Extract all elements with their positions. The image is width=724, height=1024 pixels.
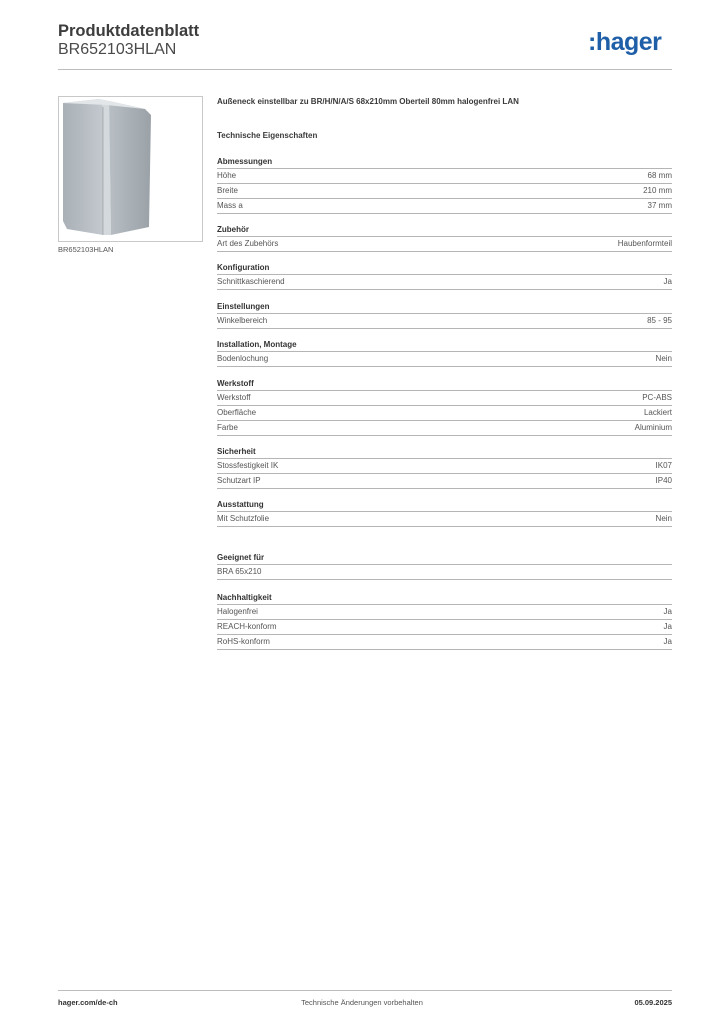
group-title: Abmessungen [217,157,273,166]
footer-note: Technische Änderungen vorbehalten [301,998,423,1007]
property-value: Aluminium [634,423,672,432]
row-divider [217,579,672,580]
property-label: Bodenlochung [217,354,269,363]
property-label: Breite [217,186,238,195]
property-row [217,314,672,328]
property-value: Nein [655,514,672,523]
property-label: Stossfestigkeit IK [217,461,279,470]
property-row [217,565,672,579]
row-divider [217,488,672,489]
property-label: Winkelbereich [217,316,268,325]
property-value: Nein [655,354,672,363]
property-row [217,605,672,619]
group-title: Geeignet für [217,553,265,562]
property-label: Mass a [217,201,243,210]
property-value: Haubenformteil [617,239,672,248]
property-value: Ja [663,637,672,646]
property-row [217,169,672,183]
property-label: Halogenfrei [217,607,258,616]
property-row [217,635,672,649]
property-row [217,184,672,198]
property-value: 85 - 95 [647,316,672,325]
property-label: Art des Zubehörs [217,239,279,248]
product-description: Außeneck einstellbar zu BR/H/N/A/S 68x210mm Oberteil 80mm halogenfrei LAN [217,97,519,106]
property-row [217,620,672,634]
footer-website: hager.com/de-ch [58,998,118,1007]
property-value: PC-ABS [642,393,672,402]
group-title: Installation, Montage [217,340,297,349]
property-row [217,421,672,435]
property-value: IP40 [655,476,672,485]
property-value: Lackiert [643,408,672,417]
logo-text: :hager [588,28,662,56]
footer-divider [58,990,672,991]
page-title: Produktdatenblatt [58,22,200,40]
property-row [217,512,672,526]
property-value: 37 mm [647,201,672,210]
property-value: Ja [663,622,672,631]
property-value: Ja [663,277,672,286]
property-label: REACH-konform [217,622,277,631]
group-title: Einstellungen [217,302,270,311]
product-code: BR652103HLAN [58,41,177,58]
header-divider [58,69,672,70]
property-label: Schnittkaschierend [217,277,285,286]
property-row [217,352,672,366]
group-title: Ausstattung [217,500,264,509]
row-divider [217,328,672,329]
property-label: Höhe [217,171,237,180]
group-title: Werkstoff [217,379,254,388]
group-title: Zubehör [217,225,249,234]
row-divider [217,289,672,290]
property-label: RoHS-konform [217,637,270,646]
property-row [217,237,672,251]
group-title: Konfiguration [217,263,270,272]
section-title: Technische Eigenschaften [217,131,318,140]
product-image [58,96,203,242]
product-illustration [59,97,202,241]
row-divider [217,366,672,367]
row-divider [217,649,672,650]
property-label: Mit Schutzfolie [217,514,270,523]
hager-logo [588,28,676,56]
property-row [217,406,672,420]
property-value: 68 mm [647,171,672,180]
image-caption: BR652103HLAN [58,245,114,254]
property-value: Ja [663,607,672,616]
property-label: BRA 65x210 [217,567,262,576]
property-row [217,275,672,289]
footer-date: 05.09.2025 [634,998,672,1007]
property-label: Oberfläche [217,408,257,417]
row-divider [217,526,672,527]
property-row [217,459,672,473]
row-divider [217,213,672,214]
property-value: 210 mm [643,186,672,195]
property-row [217,391,672,405]
property-label: Schutzart IP [217,476,261,485]
row-divider [217,435,672,436]
property-row [217,474,672,488]
property-label: Farbe [217,423,238,432]
property-row [217,199,672,213]
group-title: Sicherheit [217,447,256,456]
group-title: Nachhaltigkeit [217,593,272,602]
property-label: Werkstoff [217,393,251,402]
row-divider [217,251,672,252]
property-value: IK07 [655,461,672,470]
